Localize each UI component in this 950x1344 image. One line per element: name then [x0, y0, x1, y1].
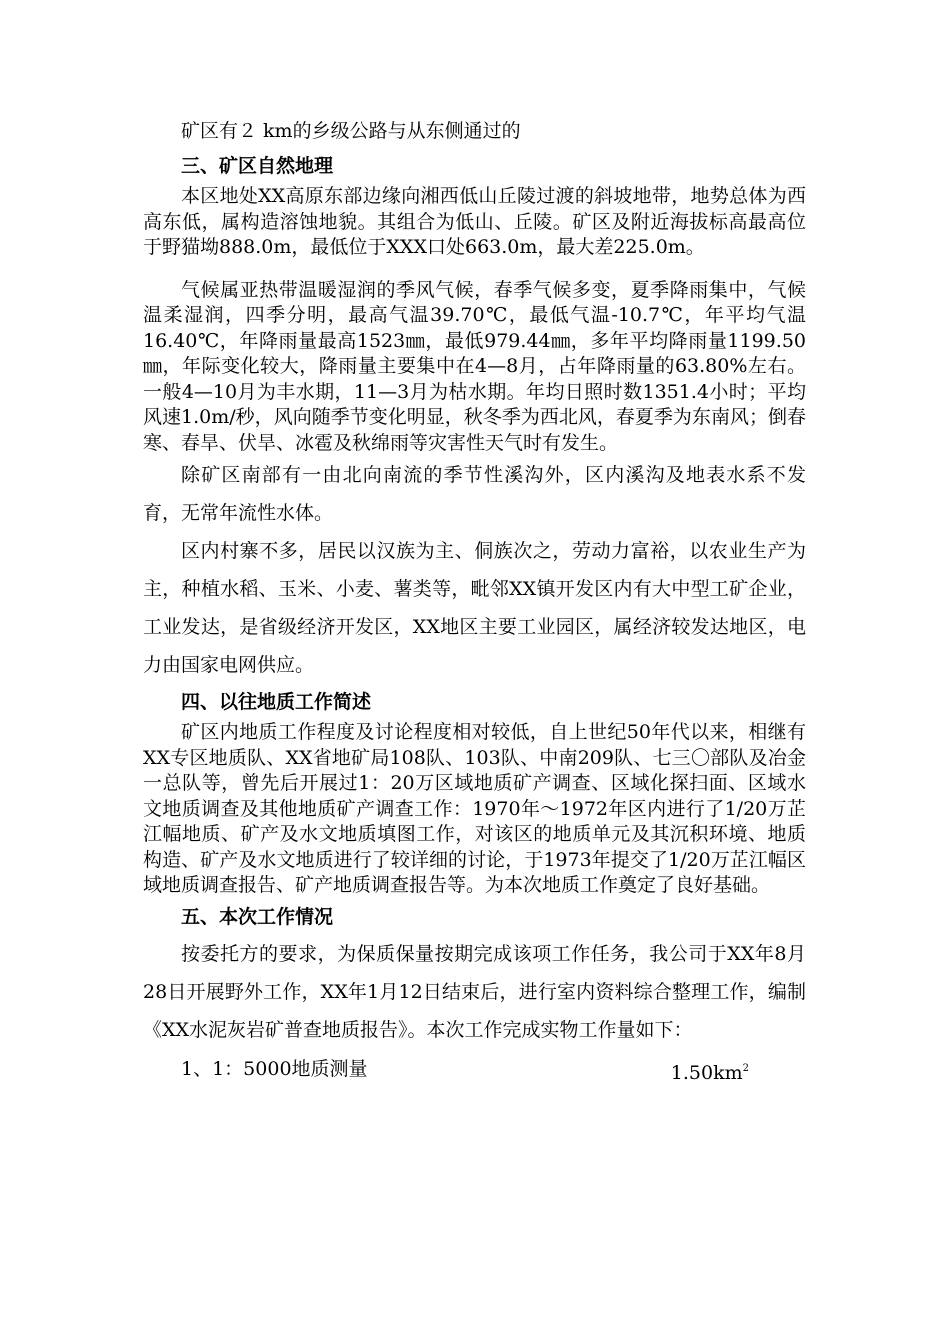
section-3-heading: 三、矿区自然地理 — [181, 155, 334, 177]
village-paragraph: 区内村寨不多，居民以汉族为主、侗族次之，劳动力富裕，以农业生产为主，种植水稻、玉米、小麦、薯类等，毗邻XX镇开发区内有大中型工矿企业，工业发达，是省级经济开发区，XX地区主要工业园区，属经济较发达地区，电力由国家电网供应。 — [143, 540, 806, 676]
terrain-paragraph: 本区地处XX高原东部边缘向湘西低山丘陵过渡的斜坡地带，地势总体为西高东低，属构造溶蚀地貌。其组合为低山、丘陵。矿区及附近海拔标高最高位于野猫坳888.0m，最低位于XXX口处663.0m，最大差225.0m。 — [143, 185, 806, 258]
workload-item-label: 1、1：5000地质测量 — [181, 1057, 368, 1080]
water-paragraph: 除矿区南部有一由北向南流的季节性溪沟外，区内溪沟及地表水系不发育，无常年流性水体。 — [143, 464, 806, 524]
workload-item-value-group — [671, 1049, 749, 1093]
workload-item-row — [143, 1049, 806, 1093]
intro-paragraph: 矿区有２ km的乡级公路与从东侧通过的 — [181, 120, 521, 142]
climate-paragraph: 气候属亚热带温暖湿润的季风气候，春季气候多变，夏季降雨集中，气候温柔湿润，四季分明，最高气温39.70℃，最低气温-10.7℃，年平均气温16.40℃，年降雨量最高1523㎜，最低979.44㎜，多年平均降雨量1199.50㎜，年际变化较大，降雨量主要集中在4—8月，占年降雨量的63.80%左右。一般4—10月为丰水期，11—3月为枯水期。年均日照时数1351.4小时；平均风速1.0m/秒，风向随季节变化明显，秋冬季为西北风，春夏季为东南风；倒春寒、春旱、伏旱、冰雹及秋绵雨等灾害性天气时有发生。 — [143, 278, 806, 454]
work-paragraph: 按委托方的要求，为保质保量按期完成该项工作任务，我公司于XX年8月28日开展野外工作，XX年1月12日结束后，进行室内资料综合整理工作，编制《XX水泥灰岩矿普查地质报告》。本次工作完成实物工作量如下： — [143, 942, 806, 1041]
history-paragraph: 矿区内地质工作程度及讨论程度相对较低，自上世纪50年代以来，相继有XX专区地质队、XX省地矿局108队、103队、中南209队、七三〇部队及冶金一总队等，曾先后开展过1：20万区域地质矿产调查、区域化探扫面、区域水文地质调查及其他地质矿产调查工作：1970年～1972年区内进行了1/20万芷江幅地质、矿产及水文地质填图工作，对该区的地质单元及其沉积环境、地质构造、矿产及水文地质进行了较详细的讨论，于1973年提交了1/20万芷江幅区域地质调查报告、矿产地质调查报告等。为本次地质工作奠定了良好基础。 — [143, 721, 806, 896]
section-4-heading: 四、以往地质工作简述 — [181, 691, 372, 713]
section-5-heading: 五、本次工作情况 — [181, 905, 334, 928]
document-page — [143, 115, 806, 1093]
workload-item-value: 1.50km — [670, 1061, 743, 1084]
workload-item-unit-superscript: 2 — [742, 1062, 749, 1074]
spacer — [143, 261, 806, 278]
